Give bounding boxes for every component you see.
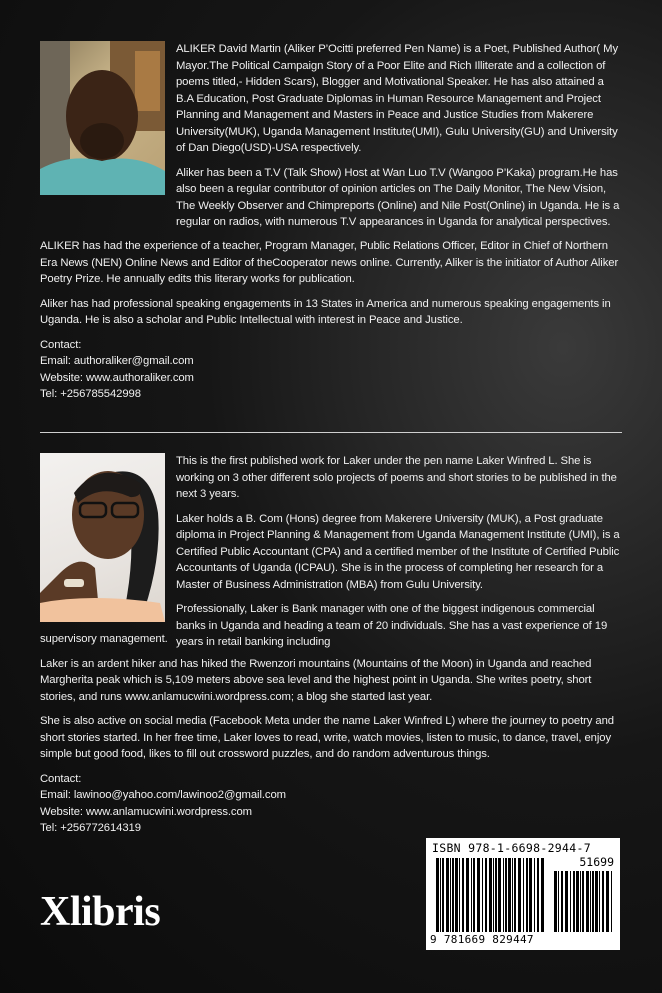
- contact-tel: Tel: +256772614319: [40, 822, 141, 834]
- contact-website: Website: www.authoraliker.com: [40, 371, 194, 384]
- author2-bio-paragraph: She is also active on social media (Facebook Meta under the name Laker Winfred L) where the journey to poetry and short stories started. In her free time, Laker loves to read, write, watch movies, listen to music, to dance, travel, enjoy simple but good food, likes to fill out crossword puzzles, and do random adventurous things.: [40, 715, 614, 760]
- author2-bio-paragraph: Laker holds a B. Com (Hons) degree from Makerere University (MUK), a Post graduate diploma in Project Planning & Management from Uganda Management Institute (UMI), is a Certified Public Accountant (CPA) and a certified member of the Institute of Certified Public Accountants of Uganda (ICPAU). She is in the process of completing her research for a Master of Business Administration (MBA) from Gulu University.: [176, 512, 620, 591]
- author1-bio-paragraph: ALIKER has had the experience of a teacher, Program Manager, Public Relations Officer, Editor in Chief of Northern Era News (NEN) Online News and Editor of theCooperator news online. Currently, Aliker is the initiator of Author Aliker Poetry Prize. He annually edits this literary works for publication.: [40, 240, 619, 285]
- contact-email: Email: lawinoo@yahoo.com/lawinoo2@gmail.com: [40, 789, 286, 801]
- author1-bio-paragraph: Aliker has had professional speaking engagements in 13 States in America and numerous speaking engagements in Uganda. He is also a scholar and Public Intellectual with interest in Peace and Justice.: [40, 297, 611, 326]
- author1-bio-paragraph: ALIKER David Martin (Aliker P’Ocitti preferred Pen Name) is a Poet, Published Author( My Mayor.The Political Campaign Story of a Poor Elite and Rich Illiterate and a collection of poems titled,- Hidden Scars), Blogger and Motivational Speaker. He has also attained a B.A Education, Post Graduate Diplomas in Human Resource Management and Project Planning and Management and Masters in Peace and Justice Studies from Makerere University(MUK), Uganda Management Institute(UMI), Gulu University(GU) and University of Dan Diego(USD)-USA respectively.: [176, 43, 618, 154]
- author2-bio-paragraph: supervisory management.: [40, 633, 168, 645]
- author2-photo: [40, 453, 165, 622]
- section-divider: [40, 432, 622, 433]
- author2-bio-paragraph: This is the first published work for Laker under the pen name Laker Winfred L. She is working on 3 other different solo projects of poems and short stories to be published in the next 3 years.: [176, 455, 617, 500]
- author1-bio-full: [40, 238, 624, 403]
- author2-bio-full: [40, 631, 624, 837]
- contact-website: Website: www.anlamucwini.wordpress.com: [40, 805, 252, 818]
- author1-photo: [40, 41, 165, 195]
- author2-bio-paragraph: Laker is an ardent hiker and has hiked the Rwenzori mountains (Mountains of the Moon) in Uganda and reached Margherita peak which is 5,109 meters above sea level and the highest point in Uganda. She writes poetry, short stories, and runs www.anlamucwini.wordpress.com; a blog she started last year.: [40, 657, 592, 703]
- price-code: 51699: [579, 855, 614, 869]
- contact-email: Email: authoraliker@gmail.com: [40, 355, 194, 367]
- contact-heading: Contact:: [40, 772, 82, 785]
- contact-heading: Contact:: [40, 338, 82, 351]
- author2-bio-paragraph: Professionally, Laker is Bank manager with one of the biggest indigenous commercial banks in Uganda and heading a team of 20 individuals. She has a vast experience of 19 years in retail banking including: [176, 603, 608, 648]
- author1-bio-main: [176, 41, 624, 231]
- isbn-label: ISBN 978-1-6698-2944-7: [432, 841, 591, 855]
- isbn-number: 9 781669 829447: [430, 933, 534, 946]
- contact-tel: Tel: +256785542998: [40, 388, 141, 400]
- isbn-barcode: [426, 838, 620, 950]
- author2-bio-main: [176, 453, 624, 651]
- publisher-logo: Xlibris: [40, 889, 161, 935]
- author1-bio-paragraph: Aliker has been a T.V (Talk Show) Host at Wan Luo T.V (Wangoo P’Kaka) program.He has also been a regular contributor of opinion articles on The Daily Monitor, The New Vision, The Weekly Observer and Chimpreports (Online) and Nile Post(Online) in Uganda. He is a regular on radios, with numerous T.V appearances in Uganda for analytical perspectives.: [176, 166, 620, 228]
